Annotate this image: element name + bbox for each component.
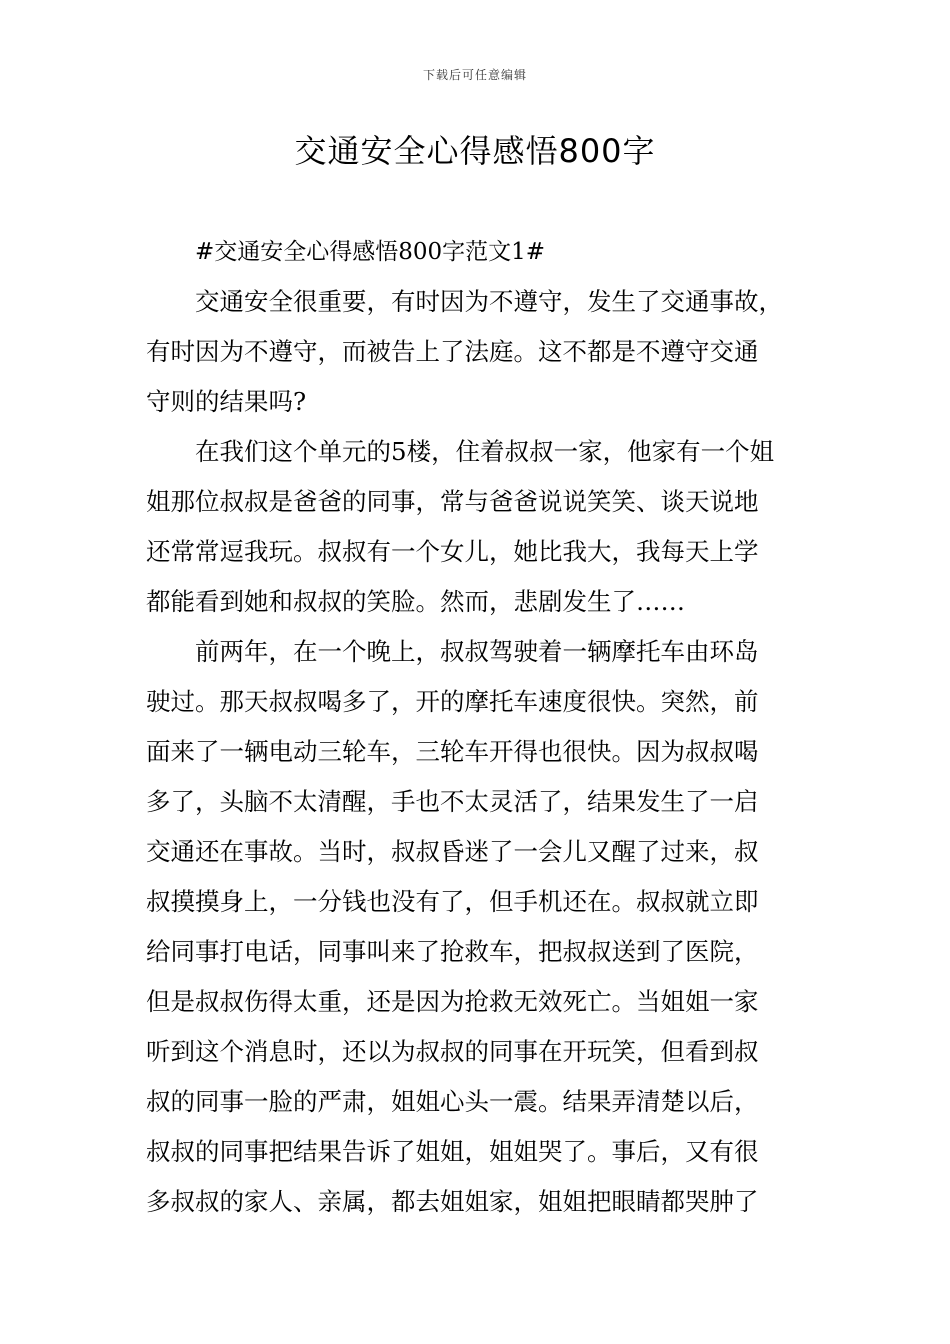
paragraph-3: [146, 627, 810, 1227]
section-subheading: #交通安全心得感悟800字范文1#: [195, 239, 546, 265]
paragraph-line: 给同事打电话，同事叫来了抢救车，把叔叔送到了医院，: [146, 937, 759, 966]
paragraph-line: 但是叔叔伤得太重，还是因为抢救无效死亡。当姐姐一家: [146, 987, 759, 1016]
paragraph-line: 面来了一辆电动三轮车，三轮车开得也很快。因为叔叔喝: [146, 737, 759, 766]
paragraph-line: 守则的结果吗?: [146, 387, 307, 416]
paragraph-line: 都能看到她和叔叔的笑脸。然而，悲剧发生了……: [146, 587, 685, 616]
paragraph-line: 驶过。那天叔叔喝多了，开的摩托车速度很快。突然，前: [146, 687, 759, 716]
paragraph-line: 交通还在事故。当时，叔叔昏迷了一会儿又醒了过来，叔: [146, 837, 759, 866]
paragraph-line: 前两年，在一个晚上，叔叔驾驶着一辆摩托车由环岛: [195, 637, 759, 666]
paragraph-line: 姐那位叔叔是爸爸的同事，常与爸爸说说笑笑、谈天说地: [146, 487, 759, 516]
paragraph-line: 叔的同事一脸的严肃，姐姐心头一震。结果弄清楚以后，: [146, 1087, 759, 1116]
paragraph-line: 交通安全很重要，有时因为不遵守，发生了交通事故，: [195, 287, 783, 316]
paragraph-line: 多了，头脑不太清醒，手也不太灵活了，结果发生了一启: [146, 787, 759, 816]
paragraph-line: 还常常逗我玩。叔叔有一个女儿，她比我大，我每天上学: [146, 537, 759, 566]
paragraph-2: [146, 427, 810, 627]
paragraph-line: 听到这个消息时，还以为叔叔的同事在开玩笑，但看到叔: [146, 1037, 759, 1066]
paragraph-line: 多叔叔的家人、亲属，都去姐姐家，姐姐把眼睛都哭肿了: [146, 1187, 759, 1216]
document-title: 交通安全心得感悟800字: [294, 132, 656, 170]
paragraph-1: [146, 277, 810, 427]
header-note: 下载后可任意编辑: [422, 68, 527, 82]
paragraph-line: 在我们这个单元的5楼，住着叔叔一家，他家有一个姐: [195, 437, 775, 466]
paragraph-line: 叔摸摸身上，一分钱也没有了，但手机还在。叔叔就立即: [146, 887, 759, 916]
paragraph-line: 有时因为不遵守，而被告上了法庭。这不都是不遵守交通: [146, 337, 759, 366]
document-body: [146, 227, 810, 1227]
paragraph-line: 叔叔的同事把结果告诉了姐姐，姐姐哭了。事后，又有很: [146, 1137, 759, 1166]
